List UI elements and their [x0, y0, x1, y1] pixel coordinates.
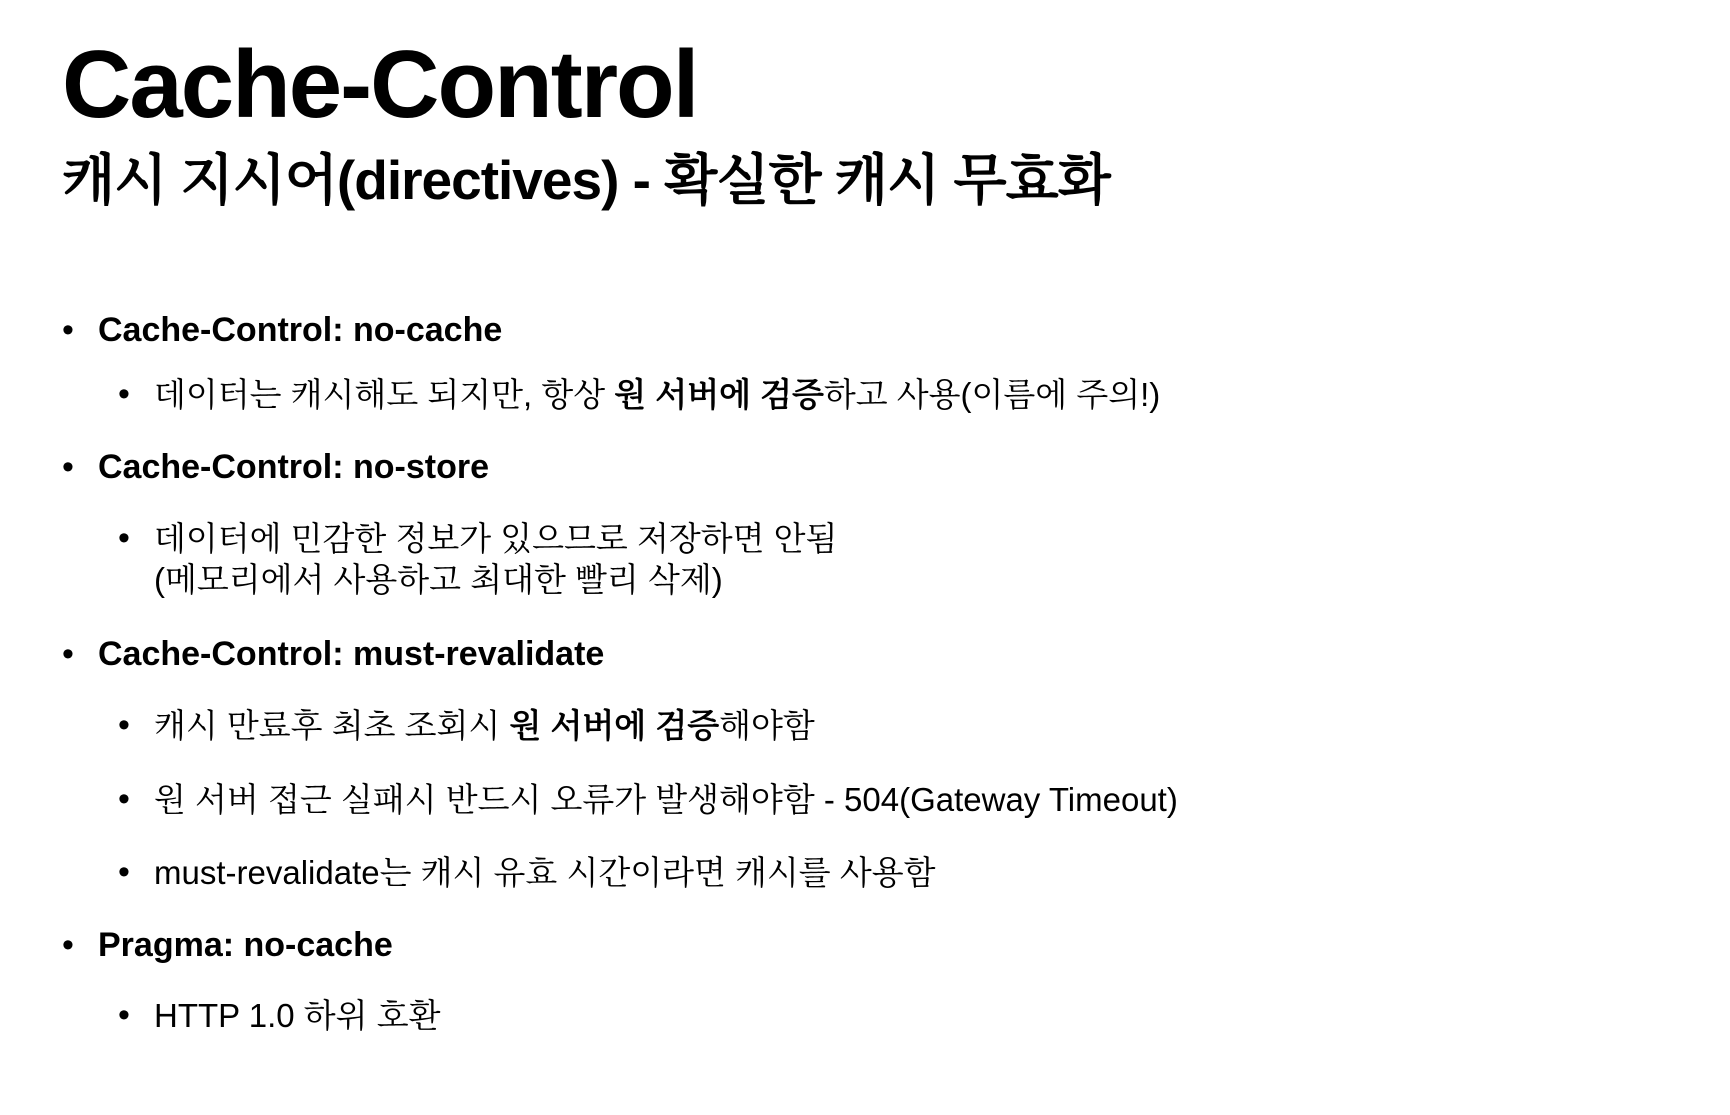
slide-title: Cache-Control	[62, 31, 698, 138]
bullet-dot: •	[62, 635, 74, 673]
bullet-dot: •	[118, 853, 130, 891]
bullet-dot: •	[62, 926, 74, 964]
bullet-dot: •	[62, 311, 74, 349]
bullet-dot: •	[62, 448, 74, 486]
bullet-dot: •	[118, 519, 130, 557]
heading-pragma: Pragma: no-cache	[98, 926, 393, 964]
sub-item-text: 데이터에 민감한 정보가 있으므로 저장하면 안됨	[154, 520, 838, 557]
sub-item-text-line2: (메모리에서 사용하고 최대한 빨리 삭제)	[154, 561, 723, 598]
text-segment: 캐시 만료후 최초 조회시	[154, 707, 510, 744]
emphasis-text: 원 서버에 검증	[509, 707, 720, 744]
sub-item-text	[154, 374, 1160, 415]
bullet-dot: •	[118, 706, 130, 744]
text-segment: 하고 사용(이름에 주의!)	[823, 376, 1161, 413]
sub-item-text: 원 서버 접근 실패시 반드시 오류가 발생해야함 - 504(Gateway Timeout)	[154, 781, 1178, 818]
emphasis-text: 원 서버에 검증	[614, 376, 824, 413]
bullet-dot: •	[118, 996, 130, 1034]
slide-subtitle: 캐시 지시어(directives) - 확실한 캐시 무효화	[62, 149, 1110, 211]
heading-no-store: Cache-Control: no-store	[98, 448, 489, 486]
heading-no-cache: Cache-Control: no-cache	[98, 311, 503, 349]
sub-item-text: must-revalidate는 캐시 유효 시간이라면 캐시를 사용함	[154, 854, 936, 891]
sub-item-text	[154, 705, 815, 746]
text-segment: 데이터는 캐시해도 되지만, 항상	[154, 376, 615, 413]
heading-must-revalidate: Cache-Control: must-revalidate	[98, 635, 605, 673]
sub-item-text: HTTP 1.0 하위 호환	[154, 997, 441, 1034]
bullet-dot: •	[118, 375, 130, 413]
text-segment: 해야함	[719, 707, 815, 744]
bullet-dot: •	[118, 780, 130, 818]
